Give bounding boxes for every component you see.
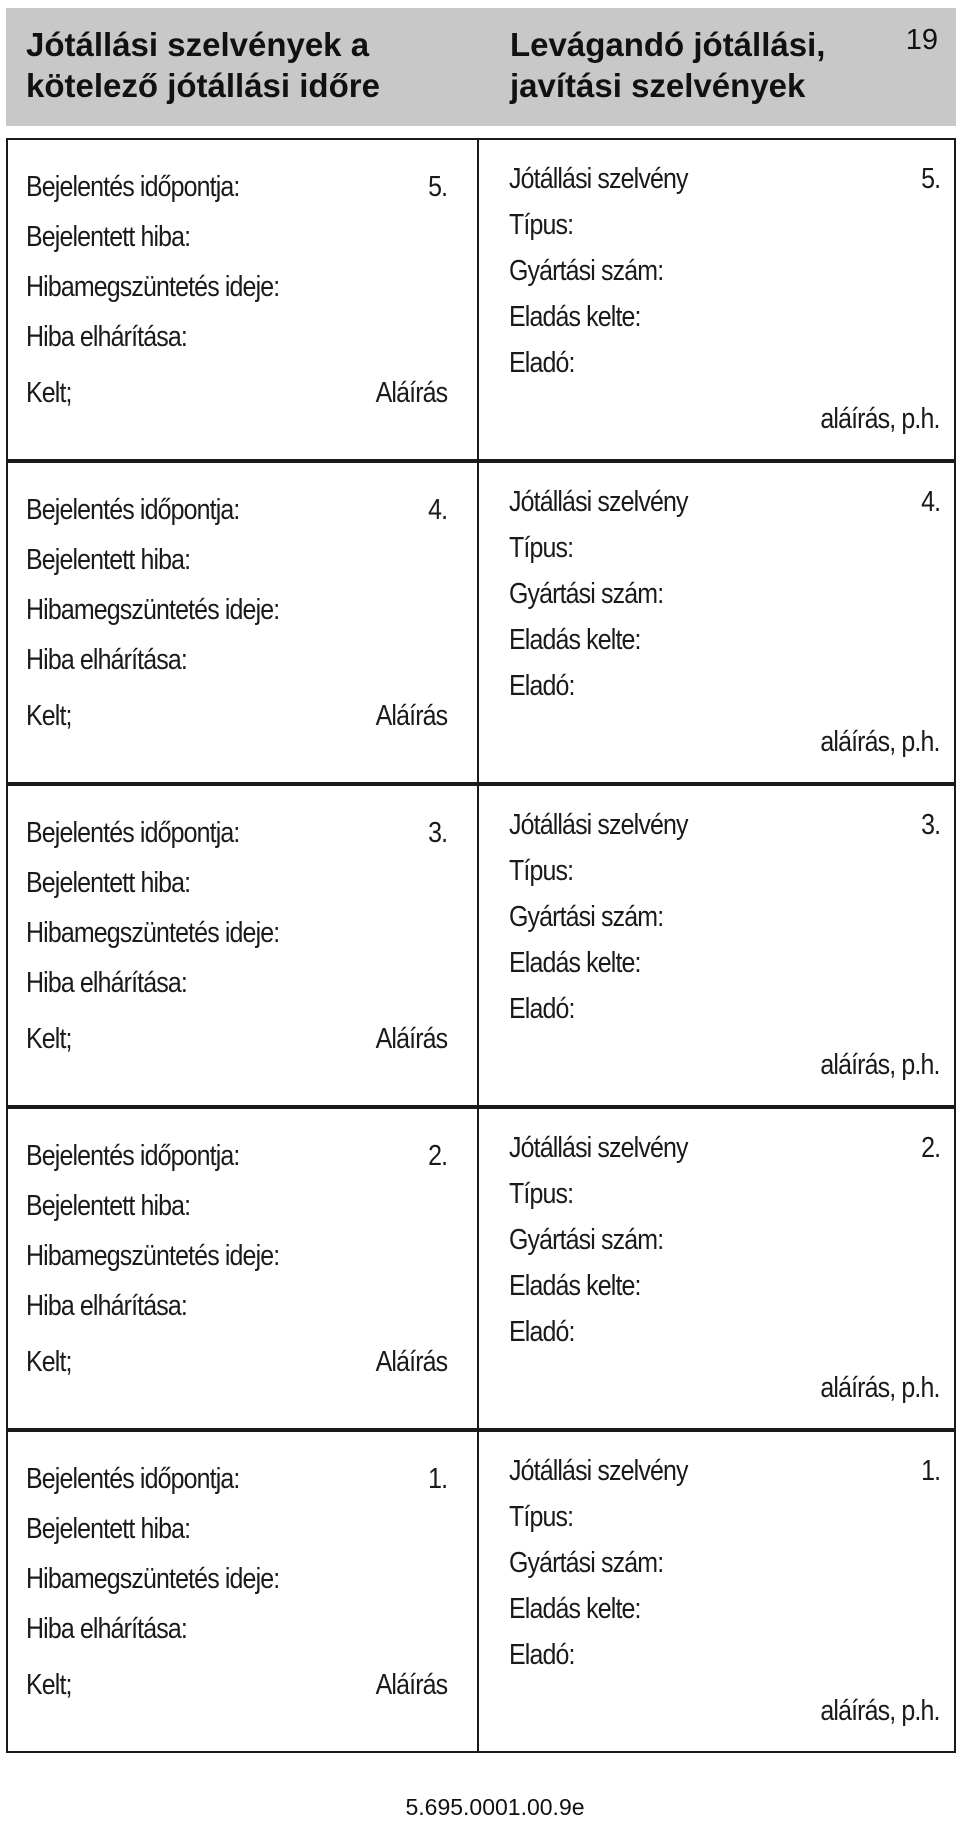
report-date-label: Bejelentés időpontja: (26, 494, 240, 526)
page-number: 19 (905, 24, 938, 56)
coupon-title: Jótállási szelvény (509, 809, 688, 841)
coupon-number: 5. (920, 163, 940, 195)
signature-label: Aláírás (375, 1023, 447, 1055)
type-label: Típus: (509, 532, 574, 564)
repair-time-label: Hibamegszüntetés ideje: (26, 594, 280, 626)
reported-fault-label: Bejelentett hiba: (26, 221, 191, 253)
coupon-number: 4. (427, 494, 447, 526)
dated-label: Kelt; (26, 1669, 72, 1701)
repair-time-label: Hibamegszüntetés ideje: (26, 271, 280, 303)
report-date-label: Bejelentés időpontja: (26, 817, 240, 849)
serial-number-label: Gyártási szám: (509, 578, 664, 610)
signature-stamp-label: aláírás, p.h. (820, 726, 940, 758)
serial-number-label: Gyártási szám: (509, 901, 664, 933)
sale-date-label: Eladás kelte: (509, 1593, 641, 1625)
repair-time-label: Hibamegszüntetés ideje: (26, 1563, 280, 1595)
seller-label: Eladó: (509, 993, 575, 1025)
right-title-line-1: Levágandó jótállási, (510, 26, 826, 63)
dated-label: Kelt; (26, 377, 72, 409)
seller-label: Eladó: (509, 1316, 575, 1348)
seller-label: Eladó: (509, 670, 575, 702)
warranty-coupon-3 (479, 784, 956, 1107)
right-column-title (510, 24, 825, 106)
warranty-coupon-4 (479, 461, 956, 784)
type-label: Típus: (509, 855, 574, 887)
reported-fault-label: Bejelentett hiba: (26, 544, 191, 576)
report-date-label: Bejelentés időpontja: (26, 1140, 240, 1172)
coupon-number: 2. (427, 1140, 447, 1172)
serial-number-label: Gyártási szám: (509, 255, 664, 287)
signature-label: Aláírás (375, 1346, 447, 1378)
left-column-title (26, 24, 380, 106)
warranty-coupon-1 (479, 1430, 956, 1753)
repair-record-2 (6, 1107, 479, 1430)
coupon-number: 1. (920, 1455, 940, 1487)
header-banner (6, 8, 956, 126)
report-date-label: Bejelentés időpontja: (26, 171, 240, 203)
type-label: Típus: (509, 1501, 574, 1533)
signature-stamp-label: aláírás, p.h. (820, 1372, 940, 1404)
left-title-line-2: kötelező jótállási időre (26, 67, 380, 104)
repair-record-3 (6, 784, 479, 1107)
seller-label: Eladó: (509, 1639, 575, 1671)
dated-label: Kelt; (26, 1346, 72, 1378)
report-date-label: Bejelentés időpontja: (26, 1463, 240, 1495)
signature-stamp-label: aláírás, p.h. (820, 1049, 940, 1081)
sale-date-label: Eladás kelte: (509, 947, 641, 979)
document-code: 5.695.0001.00.9e (405, 1794, 585, 1820)
repair-time-label: Hibamegszüntetés ideje: (26, 1240, 280, 1272)
coupon-number: 3. (427, 817, 447, 849)
seller-label: Eladó: (509, 347, 575, 379)
coupon-title: Jótállási szelvény (509, 1132, 688, 1164)
reported-fault-label: Bejelentett hiba: (26, 1190, 191, 1222)
coupon-title: Jótállási szelvény (509, 1455, 688, 1487)
coupon-number: 2. (920, 1132, 940, 1164)
repair-label: Hiba elhárítása: (26, 1290, 187, 1322)
signature-label: Aláírás (375, 700, 447, 732)
reported-fault-label: Bejelentett hiba: (26, 1513, 191, 1545)
right-title-line-2: javítási szelvények (510, 67, 806, 104)
repair-record-5 (6, 138, 479, 461)
repair-label: Hiba elhárítása: (26, 321, 187, 353)
left-title-line-1: Jótállási szelvények a (26, 26, 370, 63)
repair-label: Hiba elhárítása: (26, 644, 187, 676)
repair-label: Hiba elhárítása: (26, 1613, 187, 1645)
coupon-number: 3. (920, 809, 940, 841)
repair-time-label: Hibamegszüntetés ideje: (26, 917, 280, 949)
coupon-grid (6, 138, 956, 1752)
serial-number-label: Gyártási szám: (509, 1547, 664, 1579)
coupon-number: 1. (427, 1463, 447, 1495)
sale-date-label: Eladás kelte: (509, 624, 641, 656)
repair-label: Hiba elhárítása: (26, 967, 187, 999)
dated-label: Kelt; (26, 1023, 72, 1055)
type-label: Típus: (509, 209, 574, 241)
signature-stamp-label: aláírás, p.h. (820, 1695, 940, 1727)
repair-record-4 (6, 461, 479, 784)
warranty-coupon-2 (479, 1107, 956, 1430)
serial-number-label: Gyártási szám: (509, 1224, 664, 1256)
signature-label: Aláírás (375, 1669, 447, 1701)
sale-date-label: Eladás kelte: (509, 1270, 641, 1302)
warranty-coupon-5 (479, 138, 956, 461)
repair-record-1 (6, 1430, 479, 1753)
type-label: Típus: (509, 1178, 574, 1210)
sale-date-label: Eladás kelte: (509, 301, 641, 333)
coupon-title: Jótállási szelvény (509, 163, 688, 195)
reported-fault-label: Bejelentett hiba: (26, 867, 191, 899)
coupon-title: Jótállási szelvény (509, 486, 688, 518)
signature-stamp-label: aláírás, p.h. (820, 403, 940, 435)
dated-label: Kelt; (26, 700, 72, 732)
coupon-number: 5. (427, 171, 447, 203)
signature-label: Aláírás (375, 377, 447, 409)
coupon-number: 4. (920, 486, 940, 518)
